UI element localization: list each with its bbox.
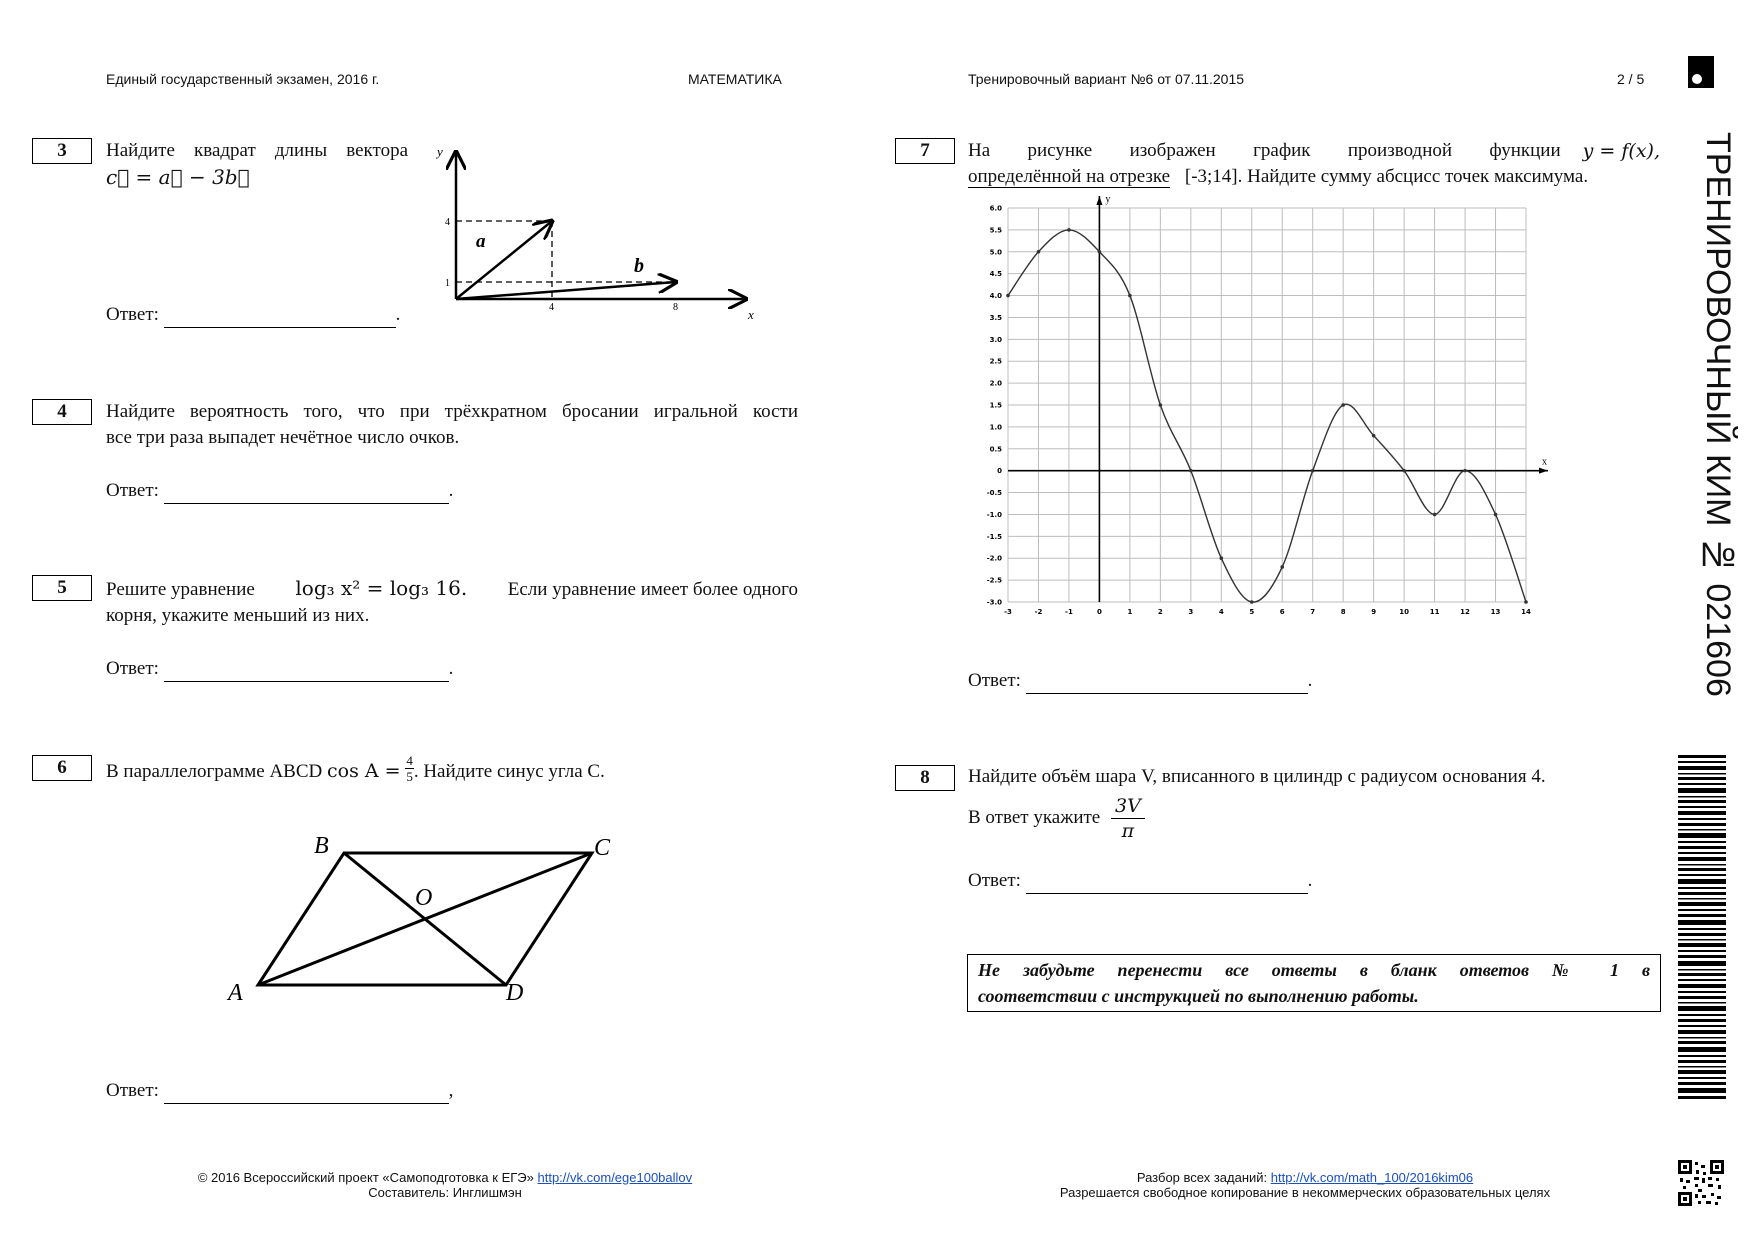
- curve-point: [1159, 403, 1163, 407]
- vector-figure: [436, 142, 766, 322]
- vertex-d-label: D: [506, 980, 524, 1006]
- y-tick-label: 3.5: [989, 313, 1002, 322]
- reminder-line-2: соответствии с инструкцией по выполнению работы.: [978, 986, 1419, 1006]
- footer-left: [100, 1170, 790, 1200]
- task-7-line-1: На рисунке изображен график производной функции: [968, 140, 1561, 161]
- x-tick-label: 5: [1249, 608, 1255, 616]
- task-6-frac-num: 4: [406, 753, 413, 769]
- y-axis-label: y: [1105, 194, 1111, 205]
- task-3-answer: Ответ: .: [106, 302, 400, 328]
- fig3-tick-y1: 1: [445, 278, 450, 289]
- y-tick-label: 3.0: [989, 335, 1002, 344]
- task-8-number: 8: [895, 765, 955, 791]
- footer-author: Составитель: Инглишмэн: [368, 1185, 522, 1200]
- fig3-tick-y4: 4: [445, 217, 450, 228]
- x-tick-label: -1: [1065, 608, 1073, 616]
- derivative-chart: [978, 190, 1558, 620]
- y-tick-label: -0.5: [986, 489, 1002, 498]
- footer-analysis-link[interactable]: http://vk.com/math_100/2016kim06: [1270, 1170, 1474, 1185]
- task-7-line-2b: Найдите сумму абсцисс точек максимума.: [1247, 166, 1589, 187]
- derivative-curve: [1008, 230, 1526, 602]
- x-tick-label: 7: [1310, 608, 1316, 616]
- answer-label: Ответ:: [106, 304, 159, 325]
- header-subject: МАТЕМАТИКА: [688, 71, 782, 87]
- x-axis-arrow: [1539, 468, 1548, 474]
- curve-point: [1128, 294, 1132, 298]
- curve-point: [1219, 556, 1223, 560]
- curve-point: [1280, 565, 1284, 569]
- curve-point: [1098, 250, 1102, 254]
- task-7-text: [968, 138, 1660, 190]
- x-axis-label: x: [1542, 456, 1547, 468]
- task-7-answer: Ответ: .: [968, 668, 1312, 694]
- x-tick-label: -3: [1004, 608, 1012, 616]
- task-4-answer: Ответ: .: [106, 478, 453, 504]
- corner-mark-icon: [1688, 56, 1714, 88]
- vertex-c-label: C: [594, 835, 611, 861]
- x-tick-label: 3: [1188, 608, 1194, 616]
- fig3-tick-x8: 8: [673, 302, 678, 313]
- answer-label: Ответ:: [968, 870, 1021, 891]
- task-5-line-2: корня, укажите меньший из них.: [106, 605, 370, 626]
- y-axis-arrow: [1096, 196, 1102, 205]
- task-8-frac-den: π: [1121, 820, 1135, 842]
- y-tick-label: 6.0: [989, 204, 1002, 213]
- y-tick-label: 1.5: [989, 401, 1002, 410]
- header-variant: Тренировочный вариант №6 от 07.11.2015: [968, 71, 1245, 87]
- y-tick-label: -1.5: [986, 532, 1002, 541]
- curve-point: [1189, 469, 1193, 473]
- curve-point: [1402, 469, 1406, 473]
- task-8-answer-field[interactable]: [1026, 875, 1308, 894]
- task-4-text: [106, 399, 798, 451]
- task-5-text: [106, 575, 798, 629]
- task-3-answer-field[interactable]: [164, 309, 396, 328]
- task-3-formula: c⃗ = a⃗ − 3b⃗: [106, 165, 250, 189]
- x-tick-label: 9: [1371, 608, 1377, 616]
- task-6-number: 6: [32, 755, 92, 781]
- answer-label: Ответ:: [968, 670, 1021, 691]
- footer-copyright: © 2016 Всероссийский проект «Самоподготовка к ЕГЭ»: [197, 1170, 534, 1185]
- task-8-fraction: [1111, 794, 1145, 843]
- y-tick-label: -3.0: [986, 598, 1002, 607]
- x-tick-label: 10: [1399, 608, 1409, 616]
- task-8-line-1: Найдите объём шара V, вписанного в цилиндр с радиусом основания 4.: [968, 766, 1546, 787]
- x-tick-label: 0: [1096, 608, 1102, 616]
- y-tick-label: 5.5: [989, 226, 1002, 235]
- footer-license: Разрешается свободное копирование в некоммерческих образовательных целях: [1059, 1185, 1551, 1200]
- curve-point: [1433, 513, 1437, 517]
- task-6-post: . Найдите синус угла C.: [413, 761, 605, 782]
- side-kim-title: ТРЕНИРОВОЧНЫЙ КИМ № 021606: [1699, 132, 1737, 697]
- answer-label: Ответ:: [106, 1080, 159, 1101]
- fig3-tick-x4: 4: [549, 302, 554, 313]
- y-tick-label: 1.0: [989, 423, 1002, 432]
- x-tick-label: 12: [1460, 608, 1470, 616]
- x-tick-label: 2: [1157, 608, 1163, 616]
- task-7-number: 7: [895, 138, 955, 164]
- task-5-answer: Ответ: .: [106, 656, 453, 682]
- task-5-pre: Решите уравнение: [106, 579, 255, 600]
- task-4-number: 4: [32, 399, 92, 425]
- x-tick-label: 4: [1218, 608, 1224, 616]
- task-6-fraction: [405, 753, 414, 784]
- x-tick-label: 13: [1490, 608, 1501, 616]
- x-tick-label: 6: [1279, 608, 1285, 616]
- curve-point: [1524, 600, 1528, 604]
- task-7-func: y = f(x),: [1582, 140, 1660, 162]
- task-8-text: [968, 764, 1668, 843]
- y-tick-label: 0.5: [989, 445, 1002, 454]
- task-3-question: Найдите квадрат длины вектора: [106, 140, 408, 161]
- y-tick-label: -1.0: [986, 510, 1002, 519]
- x-tick-label: 8: [1340, 608, 1346, 616]
- curve-point: [1372, 434, 1376, 438]
- task-7-interval: [-3;14].: [1184, 166, 1243, 187]
- fig3-vector-b-label: b⃗: [634, 255, 660, 277]
- y-tick-label: -2.5: [986, 576, 1002, 585]
- answer-label: Ответ:: [106, 480, 159, 501]
- reminder-line-1: Не забудьте перенести все ответы в бланк ответов № 1 в: [978, 960, 1650, 980]
- barcode-icon: [1678, 755, 1726, 1100]
- x-tick-label: -2: [1034, 608, 1043, 616]
- footer-analysis-label: Разбор всех заданий:: [1136, 1170, 1268, 1185]
- task-7-answer-field[interactable]: [1026, 675, 1308, 694]
- task-6-frac-den: 5: [406, 769, 413, 785]
- task-4-answer-field[interactable]: [164, 485, 449, 504]
- x-tick-label: 14: [1521, 608, 1531, 616]
- task-6-answer-field[interactable]: [164, 1085, 449, 1104]
- task-5-number: 5: [32, 575, 92, 601]
- task-5-answer-field[interactable]: [164, 663, 449, 682]
- task-8-frac-num: 3V: [1111, 794, 1145, 819]
- answer-label: Ответ:: [106, 658, 159, 679]
- task-3-text: [106, 138, 408, 190]
- task-6-pre: В параллелограмме ABCD: [106, 761, 323, 782]
- task-6-cos: cos A =: [327, 760, 401, 782]
- task-3-number: 3: [32, 138, 92, 164]
- task-4-line-2: все три раза выпадет нечётное число очков.: [106, 427, 460, 448]
- header-page-number: 2 / 5: [1617, 71, 1645, 87]
- task-7-line-2a: определённой на отрезке: [968, 166, 1171, 187]
- fig3-y-label: y: [437, 144, 443, 159]
- y-tick-label: 4.5: [989, 270, 1002, 279]
- parallelogram-figure: [210, 825, 630, 1015]
- qr-code-icon[interactable]: [1678, 1160, 1724, 1206]
- footer-vk-link[interactable]: http://vk.com/ege100ballov: [537, 1170, 693, 1185]
- task-6-answer: Ответ: ,: [106, 1078, 453, 1104]
- curve-point: [1494, 513, 1498, 517]
- y-tick-label: -2.0: [986, 554, 1002, 563]
- task-5-formula: log₃ x² = log₃ 16.: [295, 576, 468, 600]
- fig3-x-label: x: [748, 307, 754, 322]
- task-5-post: Если уравнение имеет более одного: [507, 579, 798, 600]
- y-tick-label: 5.0: [989, 248, 1002, 257]
- curve-point: [1067, 228, 1071, 232]
- x-tick-label: 1: [1127, 608, 1133, 616]
- footer-right: [960, 1170, 1650, 1200]
- reminder-box: [967, 954, 1661, 1012]
- curve-point: [1250, 600, 1254, 604]
- y-tick-label: 2.5: [989, 357, 1002, 366]
- y-tick-label: 4.0: [989, 292, 1002, 301]
- task-4-line-1: Найдите вероятность того, что при трёхкратном бросании игральной кости: [106, 401, 798, 422]
- vertex-a-label: A: [228, 980, 243, 1006]
- task-8-answer: Ответ: .: [968, 868, 1312, 894]
- curve-point: [1006, 294, 1010, 298]
- header-exam-title: Единый государственный экзамен, 2016 г.: [106, 71, 380, 87]
- curve-point: [1463, 469, 1467, 473]
- fig3-vector-a-label: a⃗: [476, 231, 501, 252]
- curve-point: [1311, 469, 1315, 473]
- vertex-b-label: B: [314, 833, 329, 859]
- x-tick-label: 11: [1429, 608, 1440, 616]
- center-o-label: O: [415, 885, 433, 911]
- task-8-line-2: В ответ укажите: [968, 806, 1101, 828]
- curve-point: [1037, 250, 1041, 254]
- y-tick-label: 0: [997, 467, 1002, 476]
- task-6-text: [106, 753, 605, 785]
- y-tick-label: 2.0: [989, 379, 1002, 388]
- curve-point: [1341, 403, 1345, 407]
